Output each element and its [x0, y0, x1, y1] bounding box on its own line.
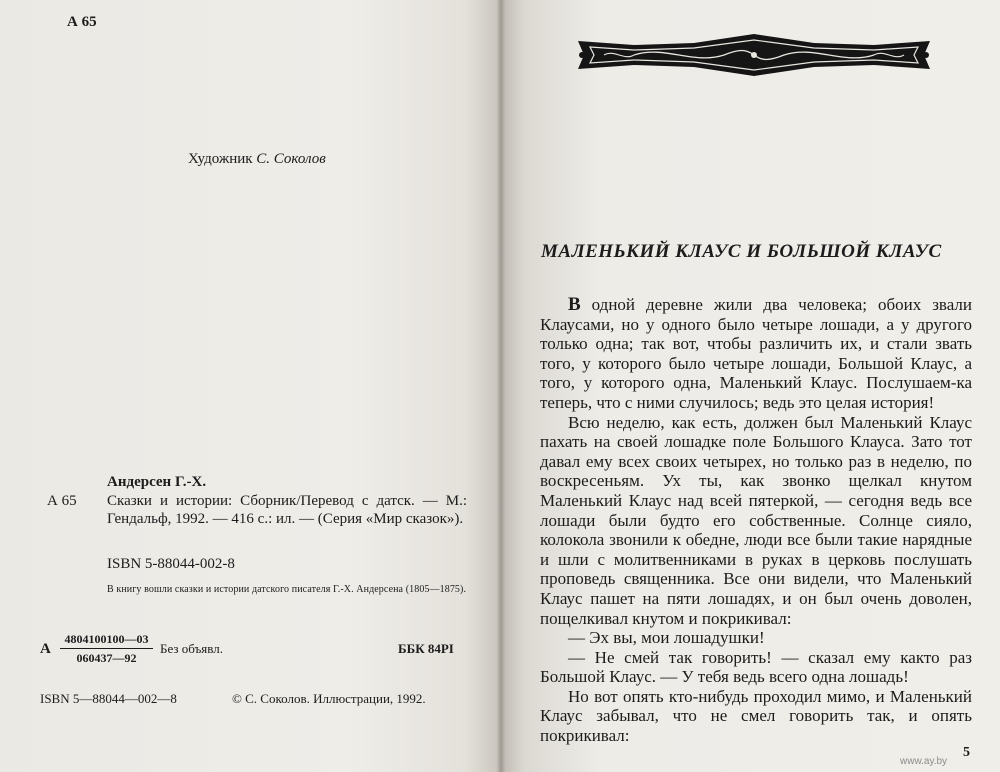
book-spine: [496, 0, 506, 772]
story-title: МАЛЕНЬКИЙ КЛАУС И БОЛЬШОЙ КЛАУС: [541, 241, 942, 262]
page-number: 5: [963, 745, 970, 760]
isbn-bottom: ISBN 5—88044—002—8: [40, 691, 177, 706]
imprint-cipher: А: [40, 641, 51, 657]
isbn-line: ISBN 5-88044-002-8: [107, 556, 235, 572]
story-paragraph: Всю неделю, как есть, должен был Маленький Клаус пахать на своей лошадке поле Большого Клауса. Зато тот давал ему всех своих четырех, но только раз в неделю, по воскресеньям. Ух ты, как звонко щелкал кнутом Маленький Клаус над всей пятеркой, — сегодня ведь все лошади были будто его собственные. Солнце сияло, колокола звонили к обедне, люди все были такие нарядные и шли с молитвенниками в руках в церковь послушать проповедь священника. Все они видели, что Маленький Клаус пашет на пяти лошадях, и он был очень доволен, пощелкивал кнутом и покрикивал:: [540, 412, 972, 628]
imprint-index-numerator: 4804100100—03: [60, 632, 153, 649]
watermark: www.ay.by: [900, 756, 948, 767]
story-text: [540, 295, 972, 746]
story-paragraph: — Не смей так говорить! — сказал ему както раз Большой Клаус. — У тебя ведь всего одна лошадь!: [540, 647, 972, 687]
bibliographic-description: Сказки и истории: Сборник/Перевод с датск. — М.: Гендальф, 1992. — 416 с.: ил. — (Серия «Мир сказок»).: [107, 493, 467, 527]
imprint-index-denominator: 060437—92: [76, 651, 137, 665]
library-cipher-top: А 65: [67, 14, 97, 30]
library-cipher: А 65: [47, 493, 77, 509]
author-heading: Андерсен Г.-Х.: [107, 474, 207, 490]
annotation-note: В книгу вошли сказки и истории датского писателя Г.-Х. Андерсена (1805—1875).: [107, 584, 467, 595]
story-paragraph: Но вот опять кто-нибудь проходил мимо, и Маленький Клаус забывал, что не смел говорить так, и опять покрикивал:: [540, 686, 972, 746]
paragraph-text: одной деревне жили два человека; обоих звали Клаусами, но у одного было четыре лошади, а у другого только одна; так вот, чтобы различить их, и стали звать того, у которого было четыре лошади, Большой Клаус, а того, у которого одна, Маленький Клаус. Послушаем-ка теперь, что с ними случилось; ведь это целая история!: [540, 295, 972, 412]
copyright-line: © С. Соколов. Иллюстрации, 1992.: [232, 691, 426, 706]
illustrator-credit: [188, 151, 326, 168]
no-announcement-label: Без объявл.: [160, 641, 223, 656]
illustrator-label: Художник: [188, 151, 253, 167]
story-paragraph: — Эх вы, мои лошадушки!: [568, 628, 765, 648]
ornament-headpiece-icon: [574, 33, 934, 77]
illustrator-name: С. Соколов: [256, 151, 326, 167]
story-paragraph: [540, 295, 972, 413]
bbk-code: ББК 84РI: [398, 641, 454, 656]
drop-cap: В: [568, 294, 581, 315]
